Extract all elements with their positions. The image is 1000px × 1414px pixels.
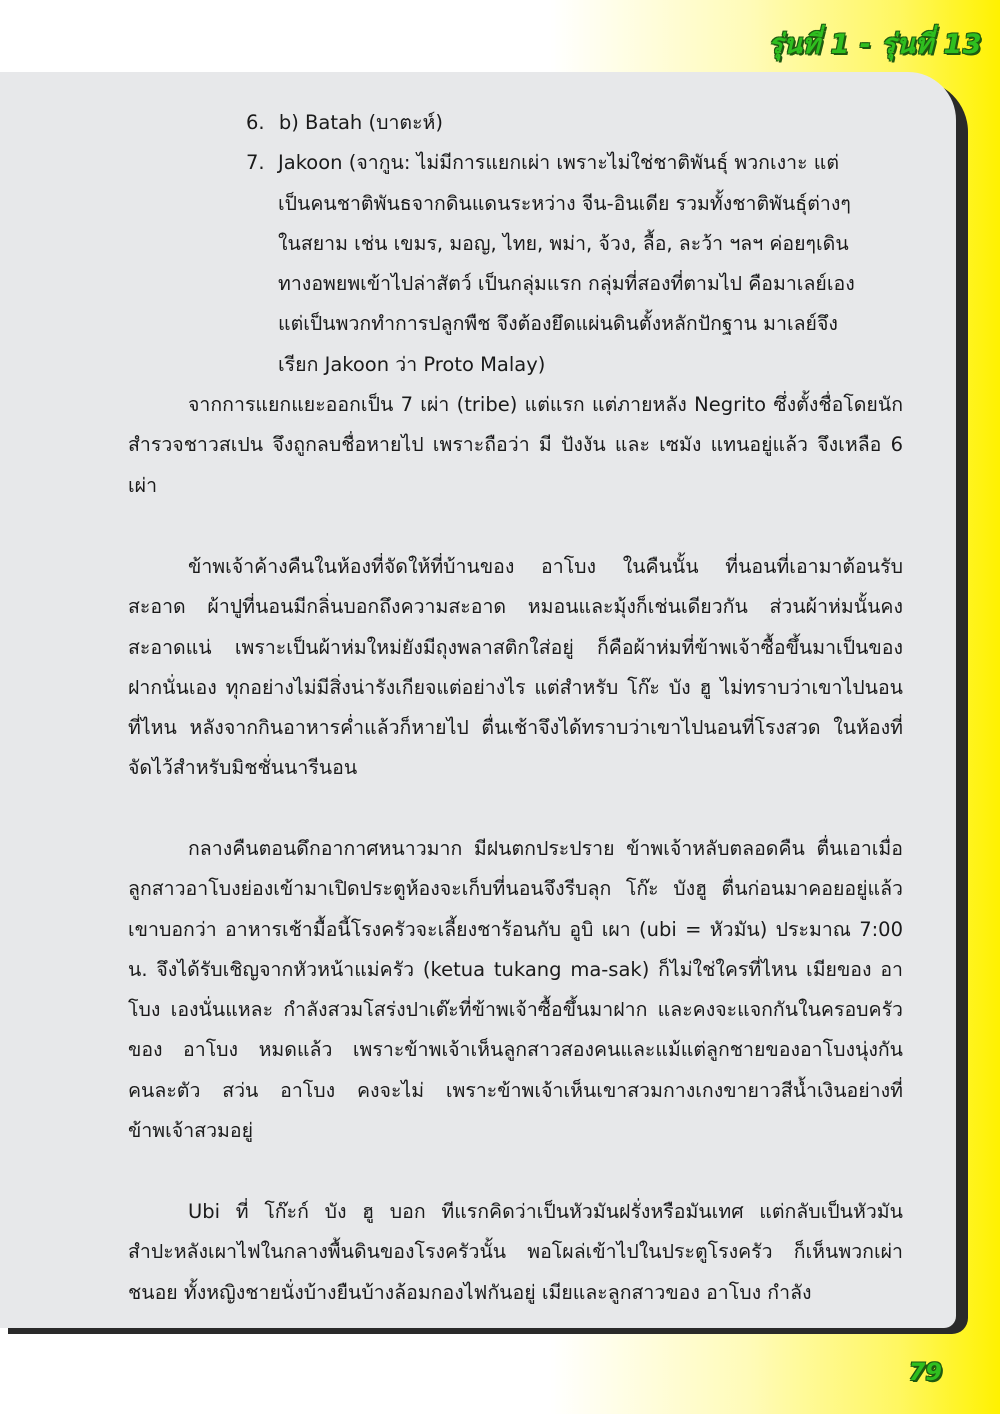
list-number: 6.	[246, 111, 265, 134]
list-item-7-line: เป็นคนชาติพันธจากดินแดนระหว่าง จีน-อินเดีย รวมทั้งชาติพันธุ์ต่างๆ	[278, 192, 851, 215]
paragraph: กลางคืนตอนดึกอากาศหนาวมาก มีฝนตกประปราย ข้าพเจ้าหลับตลอดคืน ตื่นเอาเมื่อลูกสาวอาโบงย่องเข้ามาเปิดประตูห้องจะเก็บที่นอนจึงรีบลุก โก๊ะ บังฮู ตื่นก่อนมาคอยอยู่แล้ว เขาบอกว่า อาหารเช้ามื้อนี้โรงครัวจะเลี้ยงชาร้อนกับ อูบิ เผา (ubi = หัวมัน) ประมาณ 7:00 น. จึงได้รับเชิญจากหัวหน้าแม่ครัว (ketua tukang ma-sak) ก็ไม่ใช่ใครที่ไหน เมียของ อาโบง เองนั่นแหละ กำลังสวมโสร่งปาเต๊ะที่ข้าพเจ้าซื้อขึ้นมาฝาก และคงจะแจกกันในครอบครัวของ อาโบง หมดแล้ว เพราะข้าพเจ้าเห็นลูกสาวสองคนและแม้แต่ลูกชายของอาโบงนุ่งกันคนละตัว สว่น อาโบง คงจะไม่ เพราะข้าพเจ้าเห็นเขาสวมกางเกงขายาวสีน้ำเงินอย่างที่ข้าพเจ้าสวมอยู่	[128, 837, 903, 1143]
list-text: b) Batah (บาตะห์)	[278, 111, 444, 134]
list-item-7-line: แต่เป็นพวกทำการปลูกพืช จึงต้องยึดแผ่นดินตั้งหลักปักฐาน มาเลย์จึง	[278, 312, 838, 335]
list-item-7-line: Jakoon (จากูน: ไม่มีการแยกเผ่า เพราะไม่ใช่ชาติพันธุ์ พวกเงาะ แต่	[278, 151, 840, 174]
page-number: 79	[908, 1358, 942, 1386]
paragraph: ข้าพเจ้าค้างคืนในห้องที่จัดให้ที่บ้านของ อาโบง ในคืนนั้น ที่นอนที่เอามาต้อนรับ สะอาด ผ้าปูที่นอนมีกลิ่นบอกถึงความสะอาด หมอนและมุ้งก็เช่นเดียวกัน ส่วนผ้าห่มนั้นคงสะอาดแน่ เพราะเป็นผ้าห่มใหม่ยังมีถุงพลาสติกใส่อยู่ ก็คือผ้าห่มที่ข้าพเจ้าซื้อขึ้นมาเป็นของฝากนั่นเอง ทุกอย่างไม่มีสิ่งน่ารังเกียจแต่อย่างไร แต่สำหรับ โก๊ะ บัง ฮู ไม่ทราบว่าเขาไปนอนที่ไหน หลังจากกินอาหารค่ำแล้วก็หายไป ตื่นเช้าจึงได้ทราบว่าเขาไปนอนที่โรงสวด ในห้องที่จัดไว้สำหรับมิชชั่นนารีนอน	[128, 555, 903, 780]
header-title: รุ่นที่ 1 - รุ่นที่ 13	[768, 29, 982, 60]
content-card	[0, 72, 956, 1328]
list-item-6	[246, 103, 443, 143]
list-item-7-line: ทางอพยพเข้าไปล่าสัตว์ เป็นกลุ่มแรก กลุ่มที่สองที่ตามไป คือมาเลย์เอง	[278, 272, 855, 295]
paragraph: Ubi ที่ โก๊ะก์ บัง ฮู บอก ทีแรกคิดว่าเป็นหัวมันฝรั่งหรือมันเทศ แต่กลับเป็นหัวมันสำปะหลังเผาไฟในกลางพื้นดินของโรงครัวนั้น พอโผล่เข้าไปในประตูโรงครัว ก็เห็นพวกเผ่าชนอย ทั้งหญิงชายนั่งบ้างยืนบ้างล้อมกองไฟกันอยู่ เมียและลูกสาวของ อาโบง กำลัง	[128, 1200, 903, 1304]
list-number-7: 7.	[246, 151, 265, 174]
list-item-7-line: ในสยาม เช่น เขมร, มอญ, ไทย, พม่า, จ้วง, ลื้อ, ละว้า ฯลฯ ค่อยๆเดิน	[278, 232, 849, 255]
paragraph: จากการแยกแยะออกเป็น 7 เผ่า (tribe) แต่แรก แต่ภายหลัง Negrito ซึ่งตั้งชื่อโดยนักสำรวจชาวสเปน จึงถูกลบชื่อหายไป เพราะถือว่า มี ปังงัน และ เซมัง แทนอยู่แล้ว จึงเหลือ 6 เผ่า	[128, 393, 903, 497]
list-item-7-line: เรียก Jakoon ว่า Proto Malay)	[278, 353, 546, 376]
